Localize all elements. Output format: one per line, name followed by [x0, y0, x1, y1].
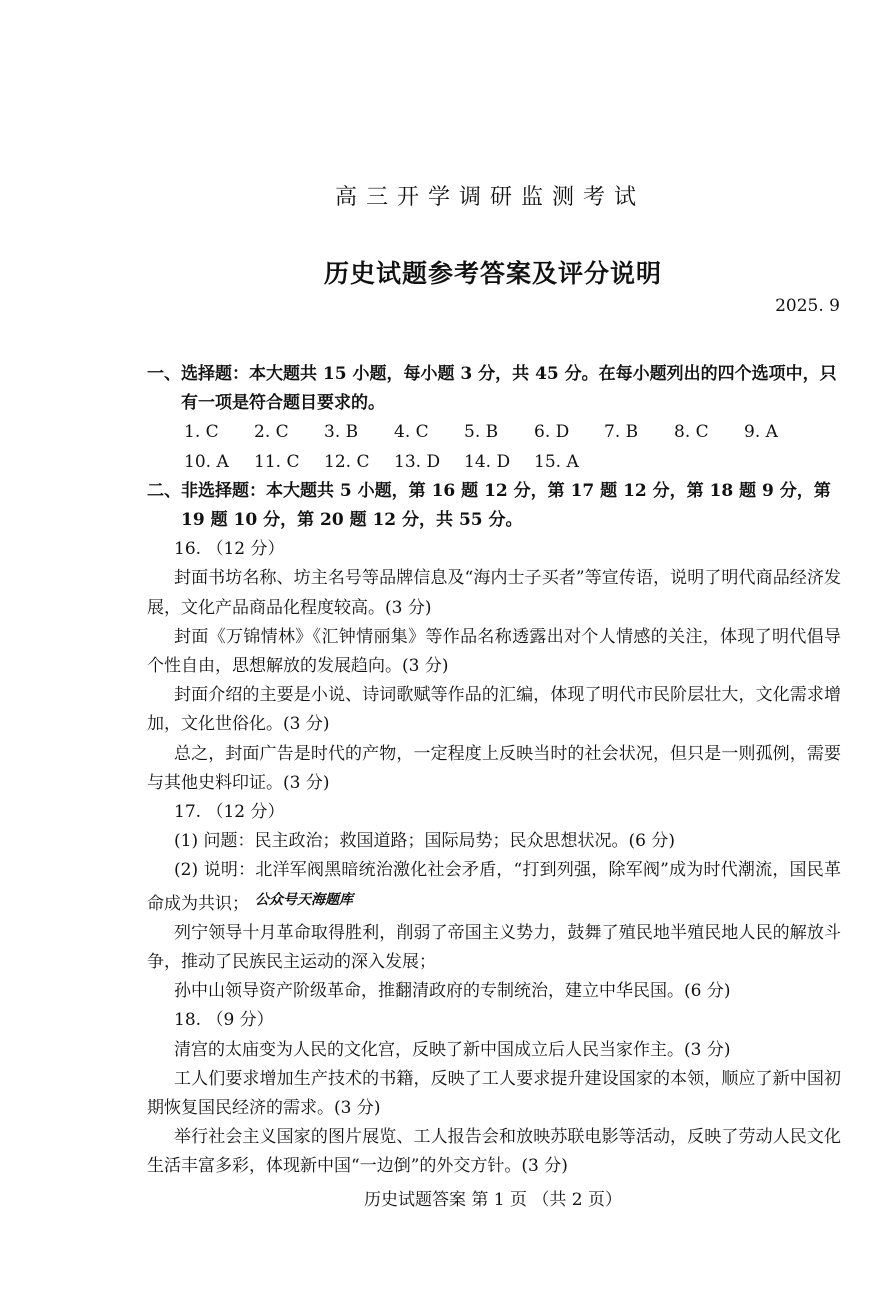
choice-answer-grid — [147, 418, 841, 476]
choice-answer: 3. B — [324, 422, 359, 443]
section-1-heading: 一、选择题：本大题共 15 小题，每小题 3 分，共 45 分。在每小题列出的四个选项中，只有一项是符合题目要求的。 — [147, 364, 837, 414]
q17-paragraph — [147, 856, 841, 918]
choice-answer: 8. C — [674, 422, 709, 443]
choice-answer: 7. B — [604, 422, 639, 443]
q16-paragraph: 封面书坊名称、坊主名号等品牌信息及“海内士子买者”等宣传语，说明了明代商品经济发展，文化产品商品化程度较高。(3 分) — [147, 568, 841, 618]
choice-answer: 12. C — [324, 451, 370, 472]
choice-answer: 1. C — [184, 422, 219, 443]
choice-answer: 4. C — [394, 422, 429, 443]
choice-answer: 10. A — [184, 451, 229, 472]
choice-answer: 11. C — [254, 451, 300, 472]
page-footer: 历史试题答案 第 1 页 （共 2 页） — [363, 1190, 623, 1210]
question-17-label: 17. （12 分） — [174, 802, 285, 823]
document-title: 历史试题参考答案及评分说明 — [323, 259, 662, 288]
choice-answer: 5. B — [464, 422, 499, 443]
q17-paragraph: 孙中山领导资产阶级革命，推翻清政府的专制统治，建立中华民国。(6 分) — [174, 981, 731, 1002]
question-16-label: 16. （12 分） — [174, 539, 285, 560]
q17-paragraph: 列宁领导十月革命取得胜利，削弱了帝国主义势力，鼓舞了殖民地半殖民地人民的解放斗争，推动了民族民主运动的深入发展； — [147, 922, 841, 973]
choice-answer: 14. D — [464, 451, 511, 472]
choice-answer: 13. D — [394, 451, 441, 472]
q18-paragraph: 清宫的太庙变为人民的文化宫，反映了新中国成立后人民当家作主。(3 分) — [174, 1039, 731, 1060]
question-18-label: 18. （9 分） — [174, 1010, 274, 1031]
q16-paragraph: 封面介绍的主要是小说、诗词歌赋等作品的汇编，体现了明代市民阶层壮大，文化需求增加，文化世俗化。(3 分) — [147, 685, 841, 735]
choice-answer: 6. D — [534, 422, 570, 443]
q16-paragraph: 封面《万锦情林》《汇钟情丽集》等作品名称透露出对个人情感的关注，体现了明代倡导个性自由，思想解放的发展趋向。(3 分) — [147, 626, 841, 677]
exam-name: 高三开学调研监测考试 — [334, 185, 645, 210]
choice-answer: 15. A — [534, 451, 579, 472]
q16-paragraph: 总之，封面广告是时代的产物，一定程度上反映当时的社会状况，但只是一则孤例，需要与其他史料印证。(3 分) — [147, 743, 841, 793]
choice-answer: 2. C — [254, 422, 289, 443]
section-2-heading: 二、非选择题：本大题共 5 小题，第 16 题 12 分，第 17 题 12 分，第 18 题 9 分，第 19 题 10 分，第 20 题 12 分，共 55 分。 — [147, 480, 831, 531]
document-date: 2025. 9 — [775, 296, 840, 316]
q18-paragraph: 举行社会主义国家的图片展览、工人报告会和放映苏联电影等活动，反映了劳动人民文化生活丰富多彩，体现新中国“一边倒”的外交方针。(3 分) — [147, 1127, 841, 1177]
q18-paragraph: 工人们要求增加生产技术的书籍，反映了工人要求提升建设国家的本领，顺应了新中国初期恢复国民经济的需求。(3 分) — [147, 1068, 841, 1119]
q17-paragraph-text: (2) 说明：北洋军阀黑暗统治激化社会矛盾，“打到列强，除军阀”成为时代潮流，国民革命成为共识； — [147, 860, 841, 914]
watermark-text: 公众号天海题库 — [255, 891, 353, 908]
q17-paragraph: (1) 问题：民主政治；救国道路；国际局势；民众思想状况。(6 分) — [174, 831, 675, 852]
choice-answer: 9. A — [744, 422, 778, 443]
answer-content — [147, 360, 841, 1182]
